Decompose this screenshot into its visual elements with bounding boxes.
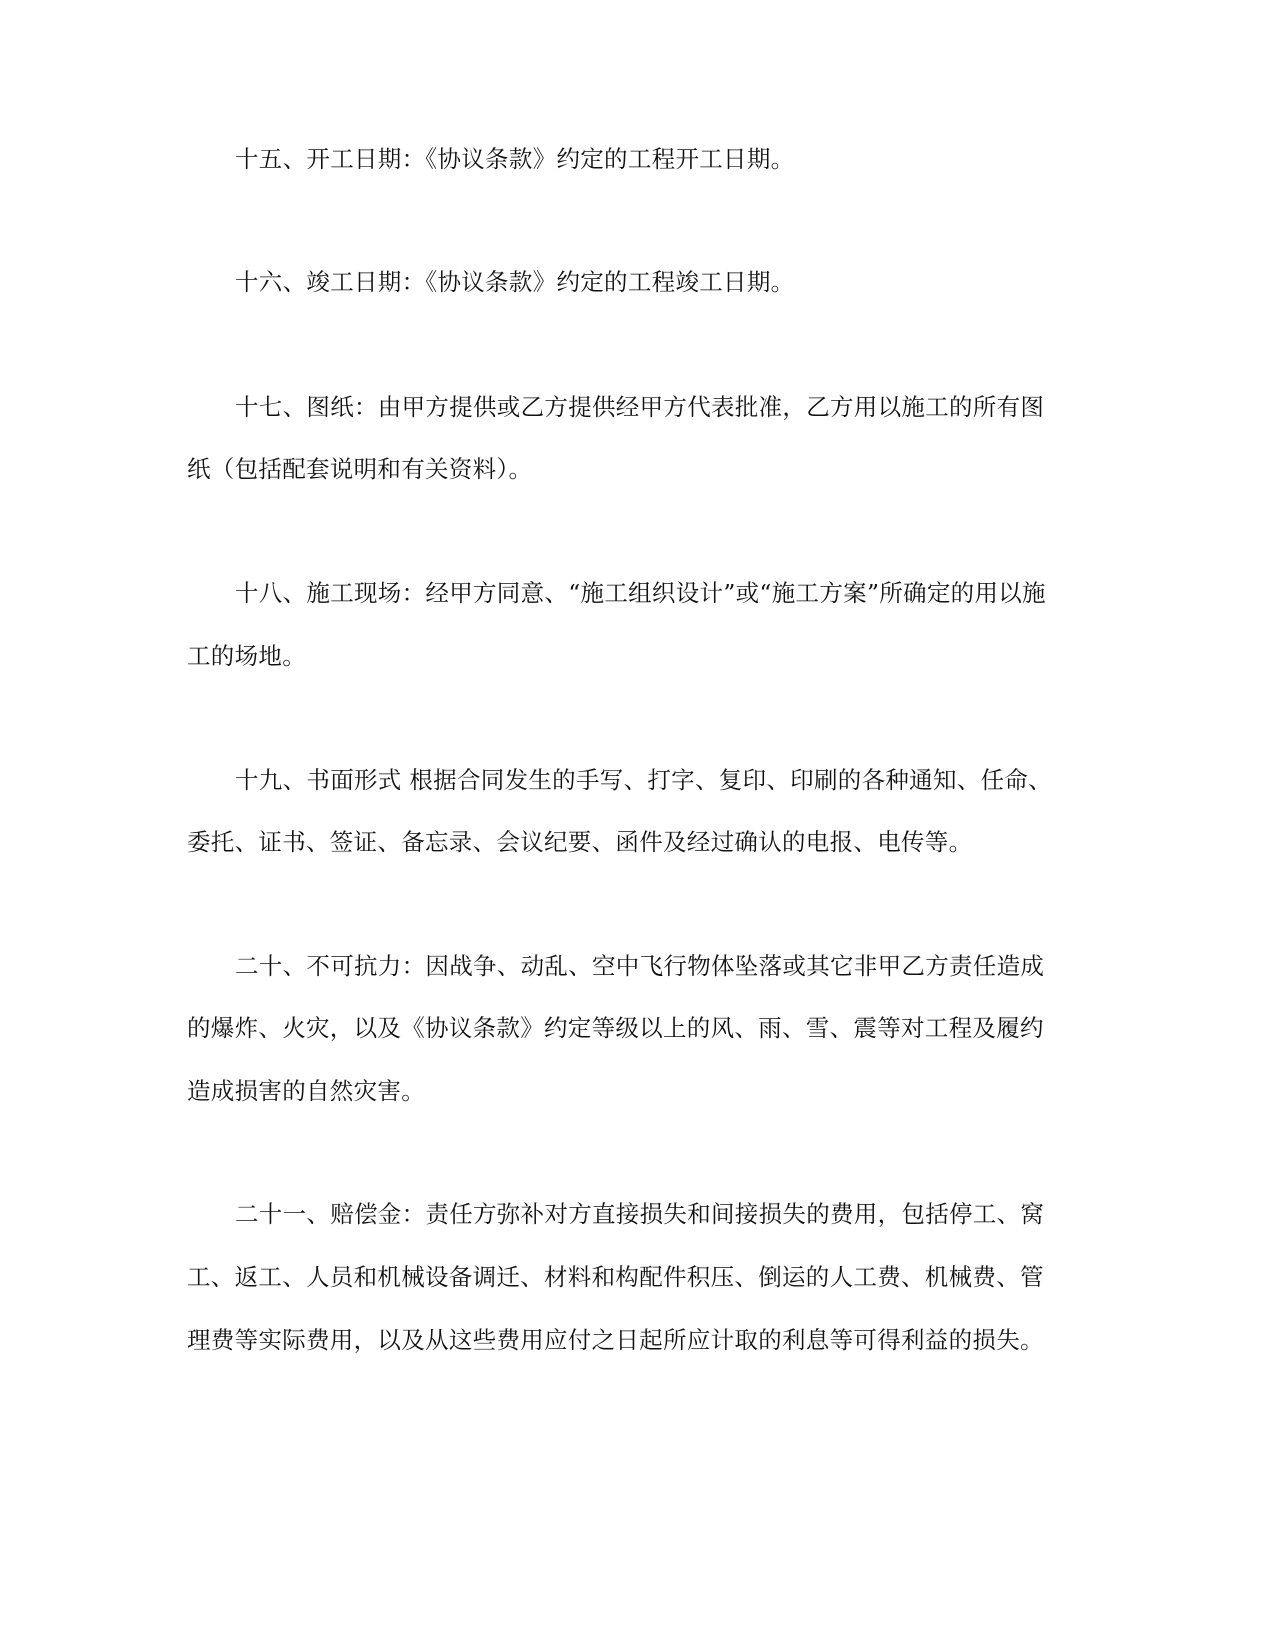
clause-20-line-2: 的爆炸、火灾，以及《协议条款》约定等级以上的风、雨、雪、震等对工程及履约 [187, 1014, 1044, 1042]
clause-21-line-2: 工、返工、人员和机械设备调迁、材料和构配件积压、倒运的人工费、机械费、管 [187, 1263, 1044, 1291]
clause-19-line-2: 委托、证书、签证、备忘录、会议纪要、函件及经过确认的电报、电传等。 [187, 828, 973, 856]
clause-19-line-1: 十九、书面形式 根据合同发生的手写、打字、复印、印刷的各种通知、任命、 [235, 766, 1052, 794]
clause-17-line-1: 十七、图纸：由甲方提供或乙方提供经甲方代表批准，乙方用以施工的所有图 [235, 393, 1045, 421]
clause-15-line-1: 十五、开工日期：《协议条款》约定的工程开工日期。 [235, 145, 795, 173]
clause-18-line-2: 工的场地。 [187, 642, 306, 670]
clause-21-line-1: 二十一、赔偿金：责任方弥补对方直接损失和间接损失的费用，包括停工、窝 [235, 1200, 1045, 1228]
clause-20-line-1: 二十、不可抗力：因战争、动乱、空中飞行物体坠落或其它非甲乙方责任造成 [235, 952, 1045, 980]
clause-20-line-3: 造成损害的自然灾害。 [187, 1077, 425, 1105]
clause-16-line-1: 十六、竣工日期：《协议条款》约定的工程竣工日期。 [235, 268, 795, 296]
clause-18-line-1: 十八、施工现场：经甲方同意、“施工组织设计”或“施工方案”所确定的用以施 [235, 579, 1046, 607]
clause-21-line-3: 理费等实际费用，以及从这些费用应付之日起所应计取的利息等可得利益的损失。 [187, 1326, 1044, 1354]
clause-17-line-2: 纸（包括配套说明和有关资料）。 [187, 455, 533, 483]
